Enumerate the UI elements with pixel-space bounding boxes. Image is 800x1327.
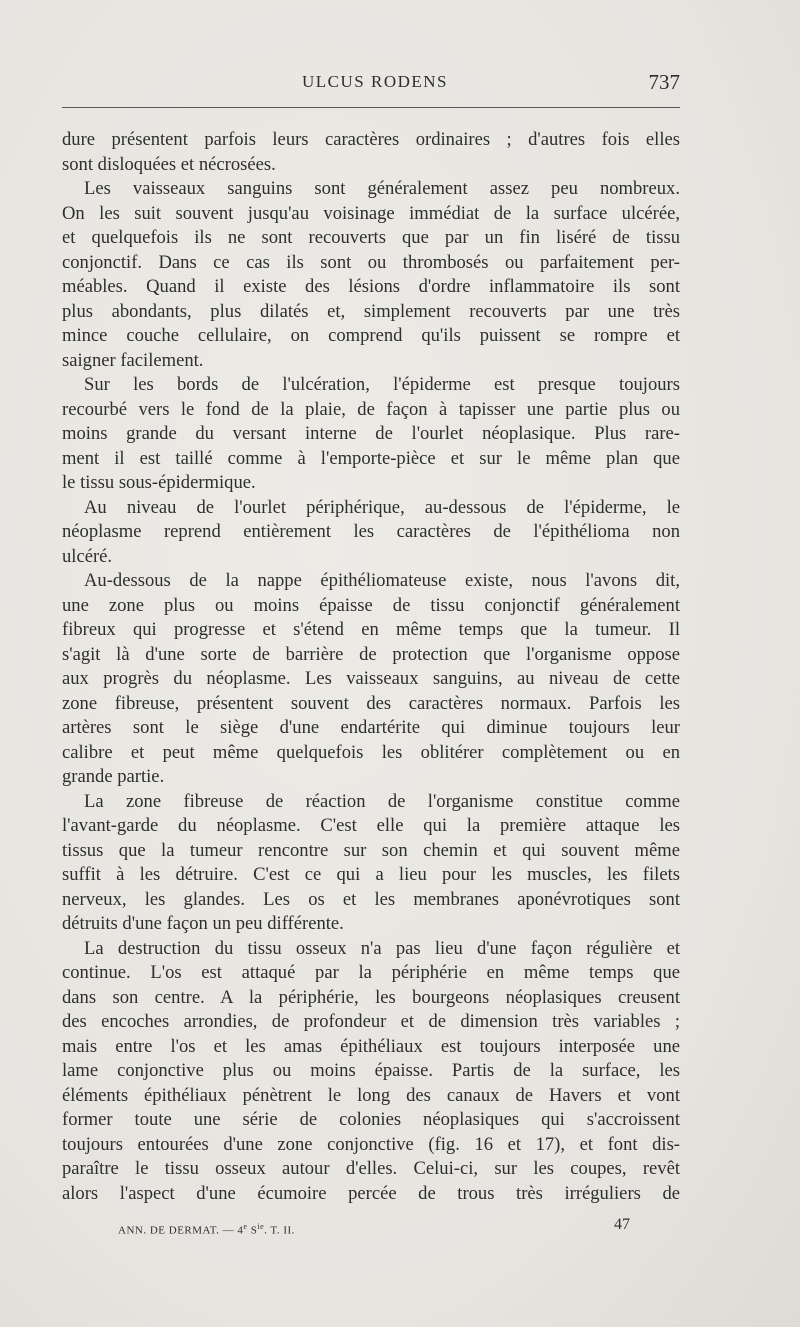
text-line: [62, 1182, 680, 1207]
text-line-content: le tissu sous-épidermique.: [62, 472, 256, 493]
text-line-content: méables. Quand il existe des lésions d'ordre inflammatoire ils sont: [62, 276, 680, 297]
text-line: [62, 986, 680, 1011]
text-line-content: Au niveau de l'ourlet périphérique, au-dessous de l'épiderme, le: [84, 496, 680, 518]
text-line-content: nerveux, les glandes. Les os et les membranes aponévrotiques sont: [62, 888, 680, 910]
text-line: [62, 937, 680, 962]
text-line-content: éléments épithéliaux pénètrent le long des canaux de Havers et vont: [62, 1084, 680, 1106]
text-line-content: recourbé vers le fond de la plaie, de façon à tapisser une partie plus ou: [62, 398, 680, 420]
text-line-content: détruits d'une façon un peu différente.: [62, 913, 344, 934]
footer-text: S: [247, 1224, 258, 1237]
footer-text: . T. II.: [264, 1224, 295, 1237]
text-line: [62, 912, 680, 937]
text-line-content: sont disloquées et nécrosées.: [62, 153, 276, 175]
text-line: [62, 545, 680, 570]
text-line-content: On les suit souvent jusqu'au voisinage immédiat de la surface ulcérée,: [62, 202, 680, 224]
body-text: [62, 128, 680, 1206]
text-line-content: aux progrès du néoplasme. Les vaisseaux sanguins, au niveau de cette: [62, 668, 680, 689]
text-line: [62, 128, 680, 153]
text-line: [62, 1157, 680, 1182]
text-line: [62, 1108, 680, 1133]
text-line-content: s'agit là d'une sorte de barrière de protection que l'organisme oppose: [62, 643, 680, 665]
text-line: [62, 300, 680, 325]
text-line-content: mince couche cellulaire, on comprend qu'ils puissent se rompre et: [62, 325, 680, 346]
text-line: [62, 1035, 680, 1060]
text-line: [62, 618, 680, 643]
page-number: 737: [648, 70, 680, 94]
text-line: [62, 349, 680, 374]
text-line: [62, 888, 680, 913]
text-line-content: ment il est taillé comme à l'emporte-pièce et sur le même plan que: [62, 447, 680, 469]
text-line-content: former toute une série de colonies néoplasiques qui s'accroissent: [62, 1109, 680, 1130]
text-line: [62, 643, 680, 668]
text-line: [62, 667, 680, 692]
text-line-content: ulcéré.: [62, 545, 113, 567]
text-line: [62, 692, 680, 717]
text-line: [62, 447, 680, 472]
text-line-content: artères sont le siège d'une endartérite qui diminue toujours leur: [62, 717, 680, 738]
text-line-content: La destruction du tissu osseux n'a pas lieu d'une façon régulière et: [84, 937, 680, 959]
text-line-content: alors l'aspect d'une écumoire percée de trous très irréguliers de: [62, 1182, 680, 1204]
text-line: [62, 226, 680, 251]
text-line-content: dans son centre. A la périphérie, les bourgeons néoplasiques creusent: [62, 986, 680, 1008]
text-line: [62, 202, 680, 227]
text-line: [62, 1133, 680, 1158]
text-line: [62, 324, 680, 349]
text-line: [62, 153, 680, 178]
text-line: [62, 1059, 680, 1084]
text-line: [62, 961, 680, 986]
text-line: [62, 594, 680, 619]
text-line: [62, 716, 680, 741]
text-line: [62, 471, 680, 496]
text-line: [62, 765, 680, 790]
text-line-content: lame conjonctive plus ou moins épaisse. Partis de la surface, les: [62, 1060, 680, 1081]
text-line-content: paraître le tissu osseux autour d'elles. Celui-ci, sur les coupes, revêt: [62, 1158, 680, 1179]
text-line-content: Sur les bords de l'ulcération, l'épiderme est presque toujours: [84, 374, 680, 395]
text-line-content: Au-dessous de la nappe épithéliomateuse existe, nous l'avons dit,: [84, 570, 680, 591]
text-line-content: mais entre l'os et les amas épithéliaux est toujours interposée une: [62, 1035, 680, 1057]
text-line: [62, 496, 680, 521]
running-title: ULCUS RODENS: [302, 72, 448, 91]
text-line: [62, 839, 680, 864]
text-line-content: l'avant-garde du néoplasme. C'est elle qui la première attaque les: [62, 815, 680, 836]
text-line: [62, 422, 680, 447]
text-line: [62, 814, 680, 839]
text-line: [62, 275, 680, 300]
text-line: [62, 1010, 680, 1035]
signature-mark: 47: [614, 1216, 630, 1233]
footer-text: ANN. DE DERMAT. — 4: [118, 1224, 244, 1237]
text-line: [62, 373, 680, 398]
text-line: [62, 863, 680, 888]
text-line-content: tissus que la tumeur rencontre sur son chemin et qui souvent même: [62, 839, 680, 861]
footer-sup: ie: [257, 1222, 265, 1231]
text-line-content: saigner facilement.: [62, 349, 204, 371]
text-line-content: dure présentent parfois leurs caractères ordinaires ; d'autres fois elles: [62, 129, 680, 150]
header-rule: [62, 107, 680, 108]
text-line: [62, 398, 680, 423]
text-line-content: plus abondants, plus dilatés et, simplement recouverts par une très: [62, 300, 680, 322]
text-line-content: La zone fibreuse de réaction de l'organisme constitue comme: [84, 790, 680, 812]
text-line-content: grande partie.: [62, 766, 165, 787]
text-line-content: calibre et peut même quelquefois les oblitérer complètement ou en: [62, 741, 680, 763]
text-line-content: toujours entourées d'une zone conjonctive (fig. 16 et 17), et font dis-: [62, 1133, 680, 1155]
text-line-content: fibreux qui progresse et s'étend en même temps que la tumeur. Il: [62, 619, 680, 640]
text-line: [62, 520, 680, 545]
text-line-content: moins grande du versant interne de l'ourlet néoplasique. Plus rare-: [62, 423, 680, 444]
text-line-content: suffit à les détruire. C'est ce qui a lieu pour les muscles, les filets: [62, 864, 680, 885]
text-line: [62, 1084, 680, 1109]
text-line-content: et quelquefois ils ne sont recouverts que par un fin liséré de tissu: [62, 227, 680, 248]
text-line: [62, 251, 680, 276]
text-line: [62, 569, 680, 594]
journal-footer: [118, 1222, 295, 1237]
text-line-content: une zone plus ou moins épaisse de tissu conjonctif généralement: [62, 594, 680, 616]
text-line: [62, 790, 680, 815]
text-line-content: continue. L'os est attaqué par la périphérie en même temps que: [62, 962, 680, 983]
text-line: [62, 177, 680, 202]
footer-sup: e: [243, 1222, 248, 1231]
text-line-content: néoplasme reprend entièrement les caractères de l'épithélioma non: [62, 521, 680, 542]
text-line-content: conjonctif. Dans ce cas ils sont ou thrombosés ou parfaitement per-: [62, 251, 680, 273]
text-line-content: zone fibreuse, présentent souvent des caractères normaux. Parfois les: [62, 692, 680, 714]
text-line-content: Les vaisseaux sanguins sont généralement assez peu nombreux.: [84, 178, 680, 199]
text-line: [62, 741, 680, 766]
text-line-content: des encoches arrondies, de profondeur et de dimension très variables ;: [62, 1011, 680, 1032]
